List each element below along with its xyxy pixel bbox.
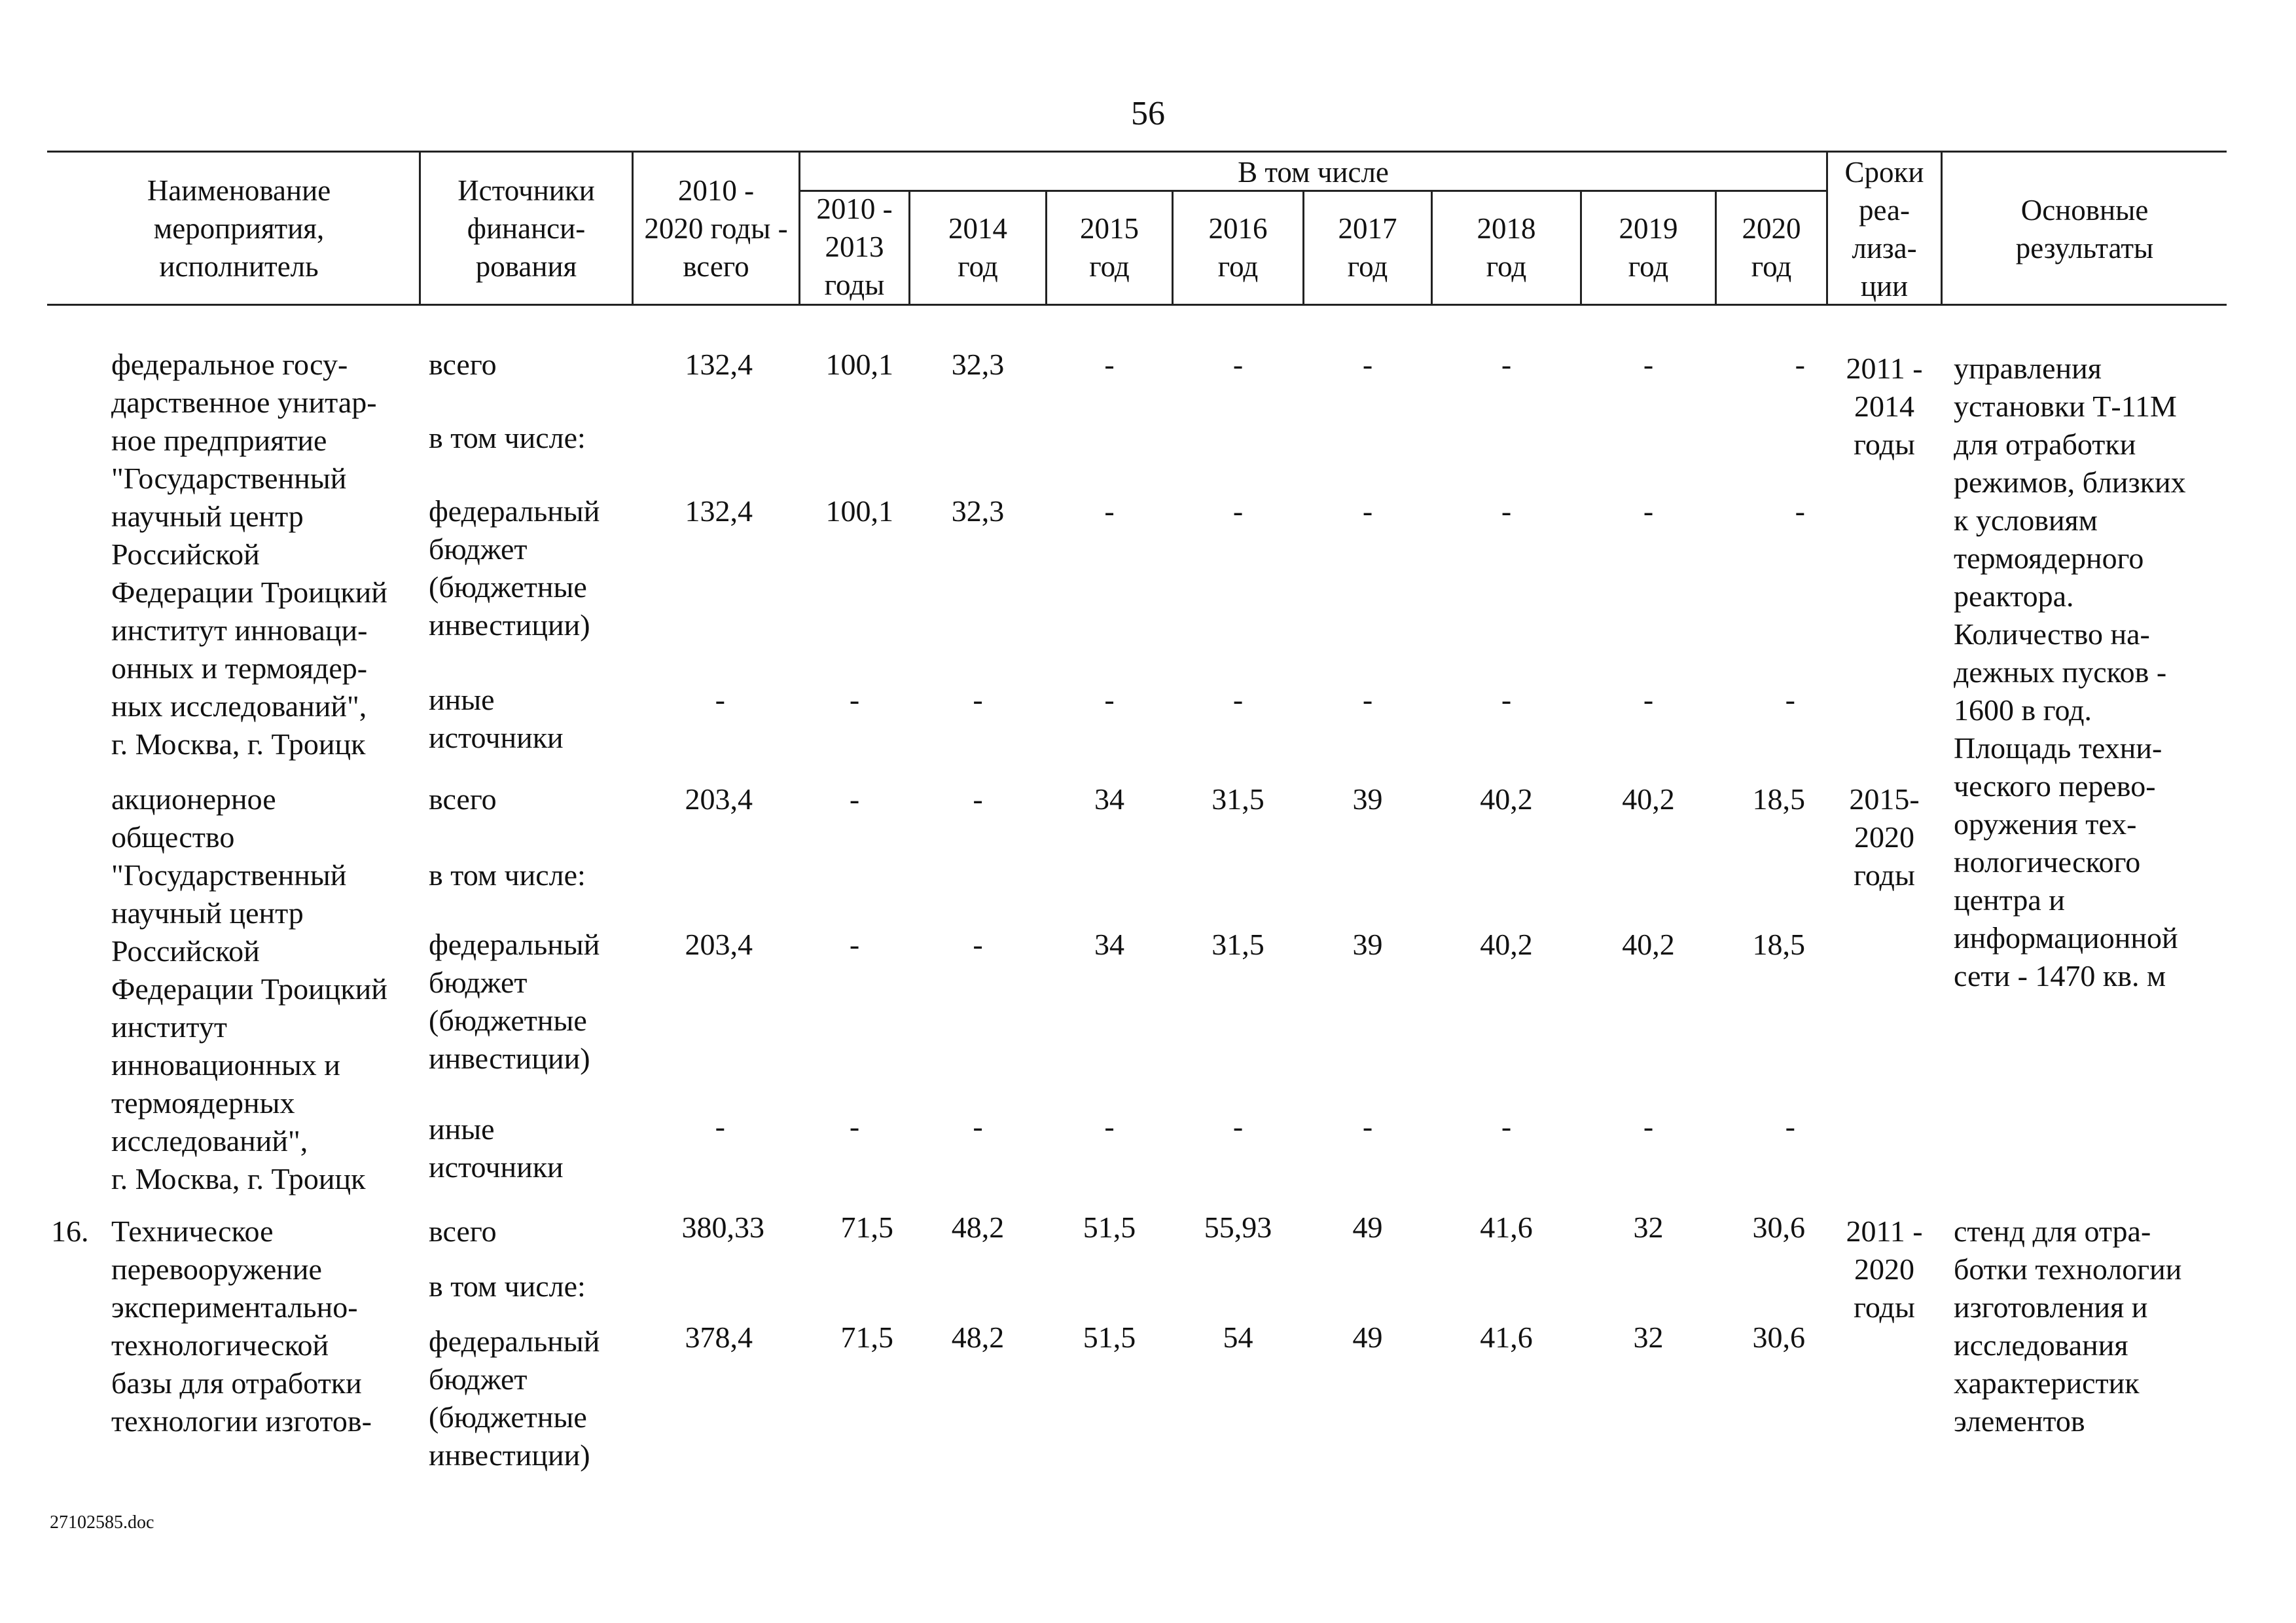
value-cell: - [1104,1110,1115,1143]
value-cell: 34 [1094,782,1124,816]
header-year-2020: 2020 год [1742,212,1801,283]
value-cell: 100,1 [825,348,893,381]
value-cell: 32,3 [951,494,1005,528]
value-cell: - [1785,1110,1795,1143]
value-cell: - [1104,494,1115,528]
value-cell: - [715,1110,725,1143]
value-cell: 49 [1352,1211,1383,1244]
value-cell: 41,6 [1480,1321,1533,1354]
value-cell: - [849,782,860,816]
value-cell: 48,2 [951,1321,1005,1354]
row-terms-2: 2015- 2020 годы [1849,782,1920,892]
value-cell: 132,4 [685,348,753,381]
header-year-2018: 2018 год [1477,212,1536,283]
value-cell: - [1104,348,1115,381]
header-terms: Сроки реа- лиза- ции [1844,156,1924,302]
value-cell: 39 [1352,928,1383,961]
row-name-2: акционерное общество "Государственный научный центр Российской Федерации Троицкий институт инновационных и термоядерных исследований", г. Москва, г. Троицк [111,782,387,1195]
value-cell: - [1232,348,1244,381]
value-cell: 31,5 [1211,782,1265,816]
header-year-2017: 2017 год [1338,212,1397,283]
value-cell: - [973,683,983,716]
header-year-2010-2013: 2010 - 2013 годы [816,192,893,301]
header-top-rule [47,151,2227,153]
results-text-1: управления установки Т-11М для отработки режимов, близких к условиям термоядерного реактора. Количество на- дежных пусков - 1600 в год. Площадь техни- ческого перево- оружения тех- нологического центра и информационной сети - 1470 кв. м [1954,352,2186,993]
value-cell: 132,4 [685,494,753,528]
value-cell: - [1104,683,1115,716]
value-cell: - [973,1110,983,1143]
value-cell: - [849,683,860,716]
value-cell: 54 [1223,1321,1253,1354]
row-source-2-other: иные источники [429,1112,564,1184]
value-cell: 32,3 [951,348,1005,381]
row-source-3-total: всего [429,1214,497,1248]
header-name: Наименование мероприятия, исполнитель [147,174,331,283]
value-cell: - [973,782,983,816]
value-cell: 55,93 [1204,1211,1272,1244]
value-cell: 378,4 [685,1321,753,1354]
value-cell: 40,2 [1622,782,1675,816]
value-cell: - [973,928,983,961]
value-cell: - [1643,1110,1654,1143]
value-cell: - [1362,348,1373,381]
header-year-2014: 2014 год [948,212,1007,283]
value-cell: 71,5 [840,1211,893,1244]
value-cell: 203,4 [685,782,753,816]
value-cell: - [1362,494,1373,528]
value-cell: 32 [1633,1211,1664,1244]
results-text-2: стенд для отра- ботки технологии изготовления и исследования характеристик элементов [1954,1214,2182,1438]
header-including: В том числе [1238,156,1389,189]
value-cell: - [1643,494,1654,528]
header-year-2016: 2016 год [1208,212,1268,283]
value-cell: 51,5 [1083,1211,1136,1244]
row-terms-1: 2011 - 2014 годы [1846,352,1923,461]
value-cell: - [1501,1110,1512,1143]
page-number: 56 [1131,95,1165,132]
value-cell: - [849,1110,860,1143]
value-cell: 40,2 [1480,928,1533,961]
value-cell: 34 [1094,928,1124,961]
value-cell: - [1643,348,1654,381]
value-cell: 40,2 [1622,928,1675,961]
value-cell: 30,6 [1752,1321,1805,1354]
value-cell: 39 [1352,782,1383,816]
value-cell: - [1795,494,1805,528]
value-cell: 100,1 [825,494,893,528]
value-cell: - [1362,1110,1373,1143]
value-cell: - [715,683,725,716]
value-cell: 203,4 [685,928,753,961]
value-cell: - [849,928,860,961]
row-number-3: 16. [51,1214,89,1248]
row-terms-3: 2011 - 2020 годы [1846,1214,1923,1324]
header-results: Основные результаты [2015,194,2154,264]
value-cell: 48,2 [951,1211,1005,1244]
value-cell: 41,6 [1480,1211,1533,1244]
value-cell: - [1232,683,1244,716]
row-source-2-including: в том числе: [429,858,586,892]
value-cell: 40,2 [1480,782,1533,816]
header-total: 2010 - 2020 годы - всего [644,174,788,283]
header-year-2019: 2019 год [1619,212,1678,283]
value-cell: - [1501,683,1512,716]
value-cell: 51,5 [1083,1321,1136,1354]
value-cell: 71,5 [840,1321,893,1354]
value-cell: 18,5 [1752,782,1805,816]
value-cell: - [1501,494,1512,528]
header-source: Источники финанси- рования [457,174,595,283]
row-source-3-federal: федеральный бюджет (бюджетные инвестиции) [429,1324,600,1472]
row-source-1-including: в том числе: [429,421,586,454]
row-name-1: федеральное госу- дарственное унитар- ное предприятие "Государственный научный центр Российской Федерации Троицкий институт инноваци- онных и термоядер- ных исследований", г. Москва, г. Троицк [111,348,387,761]
value-cell: 30,6 [1752,1211,1805,1244]
value-cell: - [1362,683,1373,716]
row-source-2-total: всего [429,782,497,816]
value-cell: - [1795,348,1805,381]
row-source-3-including: в том числе: [429,1269,586,1303]
row-name-3: Техническое перевооружение экспериментально- технологической базы для отработки технологии изготов- [111,1214,372,1438]
value-cell: 32 [1633,1321,1664,1354]
row-source-1-federal: федеральный бюджет (бюджетные инвестиции) [429,494,600,642]
value-cell: 380,33 [681,1211,764,1244]
value-cell: 18,5 [1752,928,1805,961]
value-cell: - [1643,683,1654,716]
row-source-1-total: всего [429,348,497,381]
value-cell: - [1232,494,1244,528]
row-source-1-other: иные источники [429,683,564,754]
document-footer: 27102585.doc [50,1512,154,1533]
value-cell: - [1232,1110,1244,1143]
value-cell: 49 [1352,1321,1383,1354]
value-cell: - [1501,348,1512,381]
row-source-2-federal: федеральный бюджет (бюджетные инвестиции) [429,928,600,1075]
value-cell: 31,5 [1211,928,1265,961]
header-year-2015: 2015 год [1080,212,1139,283]
value-cell: - [1785,683,1795,716]
